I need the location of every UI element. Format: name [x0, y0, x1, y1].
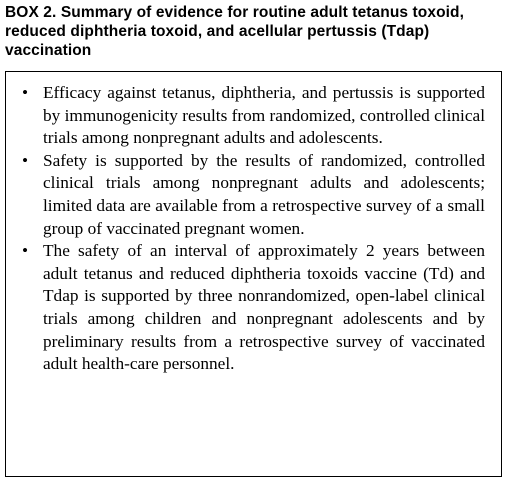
bullet-icon: • — [22, 150, 29, 170]
box-label: BOX 2. — [5, 4, 57, 21]
box-title — [5, 3, 505, 60]
evidence-item-text: Efficacy against tetanus, diphtheria, and pertussis is supported by immunogenicity results from randomized, controlled clinical trials among nonpregnant adults and adolescents. — [43, 83, 485, 148]
evidence-item-text: Safety is supported by the results of randomized, controlled clinical trials among nonpregnant adults and adolescents; limited data are available from a retrospective survey of a small group of vaccinated pregnant women. — [43, 150, 485, 238]
bullet-icon: • — [22, 83, 29, 102]
evidence-list — [6, 72, 501, 376]
evidence-item-interval-safety — [19, 240, 485, 376]
box-title-text: Summary of evidence for routine adult tetanus toxoid, reduced diphtheria toxoid, and acellular pertussis (Tdap) vaccination — [5, 4, 465, 59]
evidence-item-text: The safety of an interval of approximately 2 years between adult tetanus and reduced diphtheria toxoids vaccine (Td) and Tdap is supported by three nonrandomized, open-label clinical trials among children and nonpregnant adolescents and by preliminary results from a retrospective survey of vaccinated adult health-care personnel. — [43, 241, 485, 374]
evidence-item-efficacy — [19, 82, 485, 150]
bullet-icon: • — [22, 241, 29, 261]
evidence-box — [5, 71, 502, 477]
evidence-item-safety — [19, 150, 485, 240]
